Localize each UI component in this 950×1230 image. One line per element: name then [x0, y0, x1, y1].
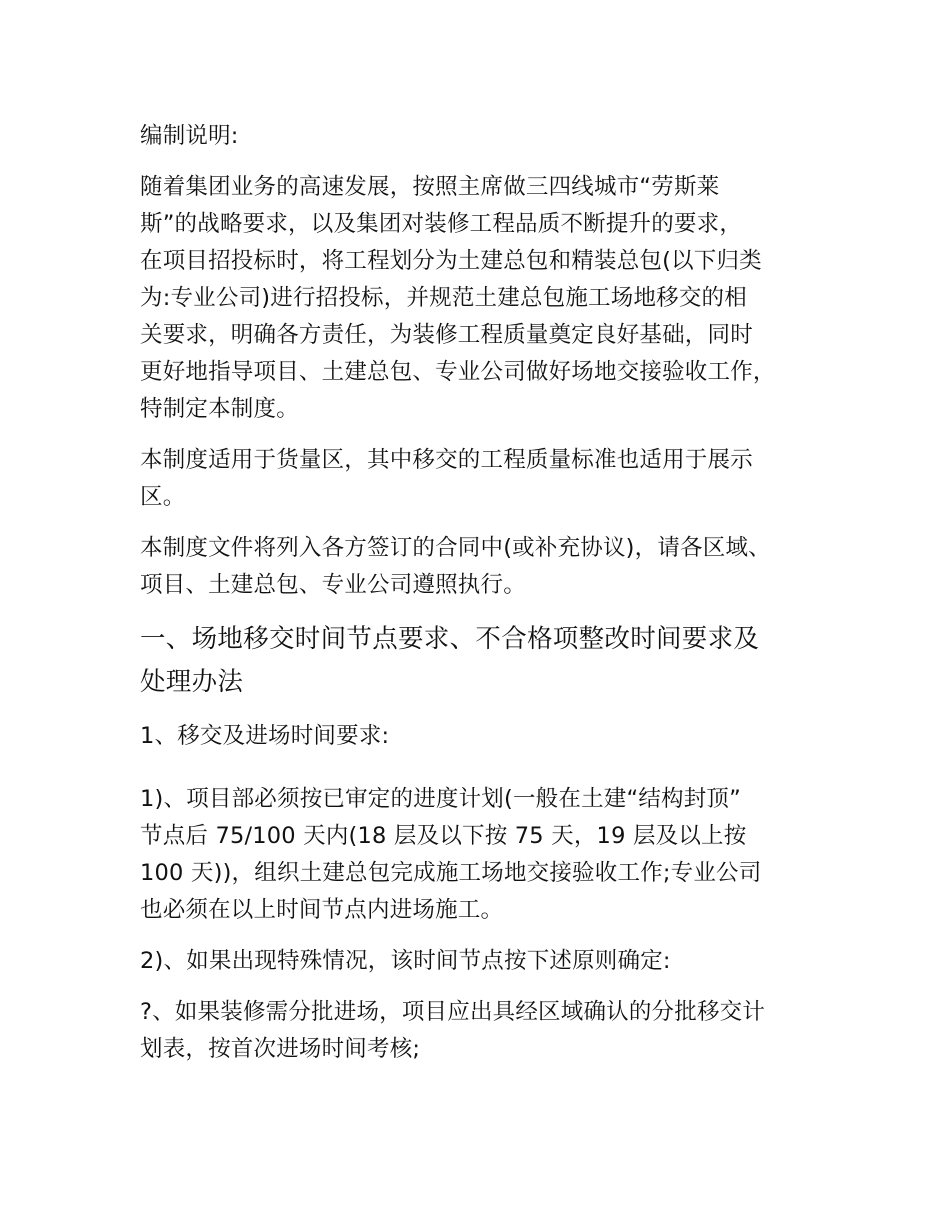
- intro-paragraph: [140, 169, 820, 428]
- intro-line: 在项目招投标时，将工程划分为土建总包和精装总包(以下归类: [140, 248, 762, 274]
- item-1-line: 100 天))，组织土建总包完成施工场地交接验收工作;专业公司: [140, 860, 762, 886]
- intro-line: 随着集团业务的高速发展，按照主席做三四线城市“劳斯莱: [140, 174, 720, 200]
- item-1-line: 节点后 75/100 天内(18 层及以下按 75 天，19 层及以上按: [140, 823, 747, 849]
- scope-paragraph: [140, 442, 820, 516]
- intro-line: 斯”的战略要求，以及集团对装修工程品质不断提升的要求，: [140, 211, 743, 237]
- item-3-line: ?、如果装修需分批进场，项目应出具经区域确认的分批移交计: [140, 999, 766, 1025]
- contract-line: 项目、土建总包、专业公司遵照执行。: [140, 572, 526, 598]
- intro-line: 更好地指导项目、土建总包、专业公司做好场地交接验收工作，: [140, 359, 776, 385]
- item-1-paragraph: [140, 781, 820, 929]
- intro-line: 为:专业公司)进行招投标，并规范土建总包施工场地移交的相: [140, 285, 747, 311]
- item-3-line: 划表，按首次进场时间考核;: [140, 1036, 421, 1062]
- scope-line: 区。: [140, 484, 186, 510]
- item-1-line: 也必须在以上时间节点内进场施工。: [140, 897, 504, 923]
- title-text: 编制说明:: [140, 123, 239, 149]
- document-title: [140, 118, 820, 155]
- subsection-text: 1、移交及进场时间要求:: [140, 723, 390, 749]
- item-2-line: 2)、如果出现特殊情况，该时间节点按下述原则确定:: [140, 948, 671, 974]
- intro-line: 特制定本制度。: [140, 396, 299, 422]
- contract-paragraph: [140, 530, 820, 604]
- section-1-heading: [140, 618, 820, 704]
- subsection-1-title: [140, 718, 820, 755]
- heading-line: 处理办法: [140, 667, 244, 697]
- document-body: [140, 118, 820, 1068]
- intro-line: 关要求，明确各方责任，为装修工程质量奠定良好基础，同时: [140, 322, 753, 348]
- item-3-paragraph: [140, 994, 820, 1068]
- heading-line: 一、场地移交时间节点要求、不合格项整改时间要求及: [140, 624, 760, 654]
- item-1-line: 1)、项目部必须按已审定的进度计划(一般在土建“结构封顶”: [140, 786, 741, 812]
- scope-line: 本制度适用于货量区，其中移交的工程质量标准也适用于展示: [140, 447, 753, 473]
- item-2-paragraph: [140, 943, 820, 980]
- contract-line: 本制度文件将列入各方签订的合同中(或补充协议)，请各区域、: [140, 535, 771, 561]
